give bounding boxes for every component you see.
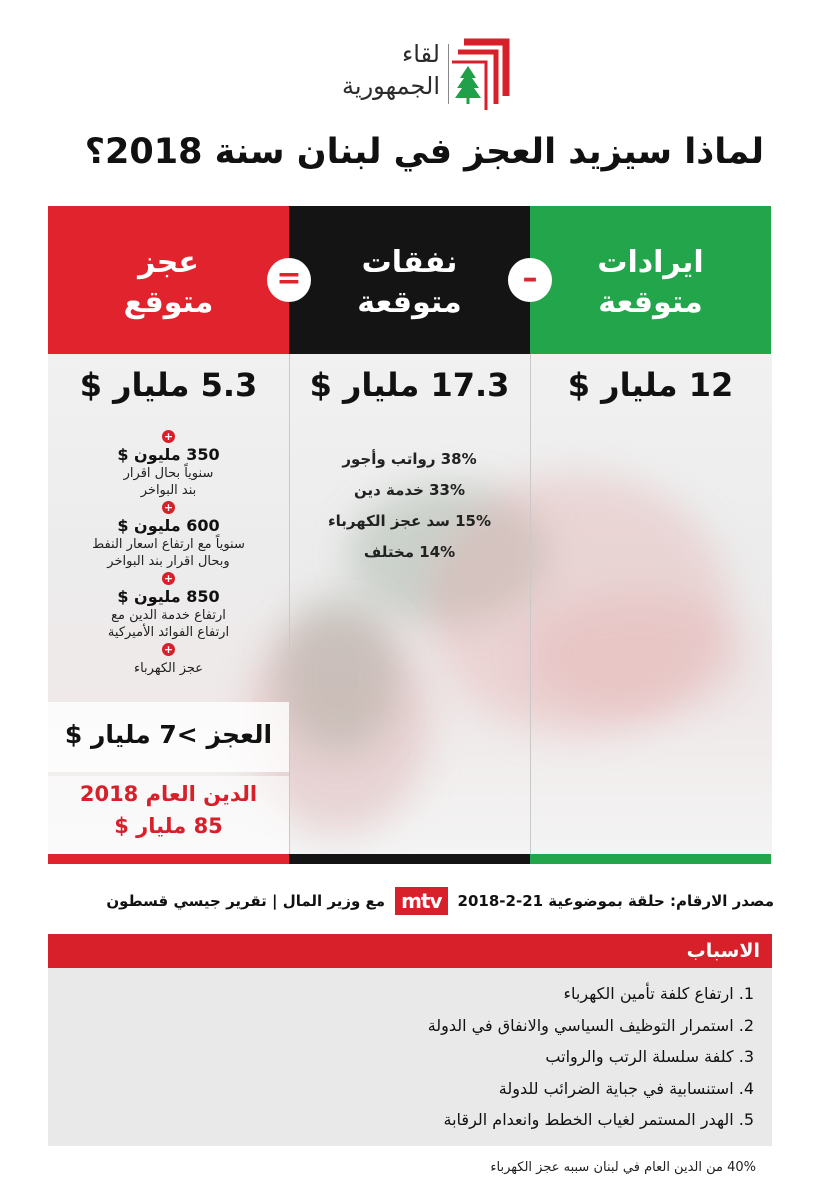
deficit-item-amount: 600 مليون $ bbox=[117, 516, 220, 535]
deficit-item bbox=[48, 572, 289, 641]
expenses-label-line1: نفقات bbox=[361, 245, 458, 280]
plus-icon: + bbox=[163, 501, 174, 514]
source-line bbox=[40, 884, 774, 918]
column-divider bbox=[289, 354, 290, 858]
deficit-item-desc: وبحال اقرار بند البواخر bbox=[107, 554, 230, 569]
plus-icon: + bbox=[163, 643, 174, 656]
revenue-header bbox=[530, 206, 771, 354]
plus-icon: + bbox=[163, 572, 174, 585]
deficit-item bbox=[48, 501, 289, 570]
reason-item: 2. استمرار التوظيف السياسي والانفاق في الدولة bbox=[427, 1015, 754, 1035]
reasons-panel bbox=[48, 934, 772, 1146]
budget-table bbox=[48, 206, 772, 864]
reasons-header bbox=[48, 934, 772, 968]
footnote: 40% من الدين العام في لبنان سببه عجز الكهرباء bbox=[490, 1160, 756, 1175]
column-divider bbox=[530, 354, 531, 858]
deficit-label-line1: عجز bbox=[138, 245, 199, 280]
public-debt-box bbox=[48, 776, 289, 854]
revenue-value: 12 مليار $ bbox=[567, 366, 734, 404]
expenses-header bbox=[289, 206, 530, 354]
deficit-item-amount: 850 مليون $ bbox=[117, 587, 220, 606]
deficit-item-desc: سنوياً مع ارتفاع اسعار النفط bbox=[92, 537, 245, 552]
deficit-item bbox=[48, 643, 289, 677]
expenses-label-line2: متوقعة bbox=[357, 285, 462, 320]
reasons-title: الاسباب bbox=[686, 940, 760, 962]
reason-item: 5. الهدر المستمر لغياب الخطط وانعدام الرقابة bbox=[443, 1110, 754, 1129]
deficit-item bbox=[48, 430, 289, 499]
equals-icon: = bbox=[267, 258, 311, 302]
reason-item: 1. ارتفاع كلفة تأمين الكهرباء bbox=[563, 984, 754, 1003]
plus-icon: + bbox=[163, 430, 174, 443]
reason-item: 4. استنسابية في جباية الضرائب للدولة bbox=[498, 1078, 754, 1098]
logo-divider bbox=[448, 44, 449, 104]
mtv-logo: mtv bbox=[395, 887, 447, 915]
source-text: مصدر الارقام: حلقة بموضوعية 21-2-2018 bbox=[457, 892, 774, 910]
revenue-label-line2: متوقعة bbox=[598, 285, 703, 320]
expense-item: 38% رواتب وأجور bbox=[342, 450, 477, 468]
revenue-label-line1: ايرادات bbox=[597, 245, 704, 280]
cedar-logo-icon bbox=[450, 38, 510, 110]
deficit-item-desc: عجز الكهرباء bbox=[133, 661, 204, 676]
deficit-value: 5.3 مليار $ bbox=[79, 366, 258, 404]
page-title: لماذا سيزيد العجز في لبنان سنة 2018؟ bbox=[84, 132, 764, 172]
deficit-item-desc: بند البواخر bbox=[140, 483, 197, 498]
deficit-item-desc: ارتفاع الفوائد الأميركية bbox=[107, 625, 230, 640]
expense-item: 14% مختلف bbox=[363, 543, 456, 561]
deficit-label-line2: متوقع bbox=[123, 285, 214, 320]
expense-item: 33% خدمة دين bbox=[353, 481, 466, 499]
logo bbox=[300, 38, 540, 112]
expense-item: 15% سد عجز الكهرباء bbox=[327, 512, 492, 530]
reason-item: 3. كلفة سلسلة الرتب والرواتب bbox=[545, 1047, 754, 1066]
deficit-item-desc: سنوياً بحال اقرار bbox=[123, 466, 214, 481]
deficit-total-box bbox=[48, 702, 289, 772]
deficit-breakdown bbox=[48, 430, 289, 679]
deficit-header bbox=[48, 206, 289, 354]
revenue-footer-stripe bbox=[530, 854, 771, 864]
expenses-footer-stripe bbox=[289, 854, 530, 864]
deficit-item-desc: ارتفاع خدمة الدين مع bbox=[111, 608, 226, 623]
expenses-breakdown bbox=[289, 444, 530, 568]
public-debt-label: الدين العام 2018 bbox=[79, 782, 258, 806]
deficit-item-amount: 350 مليون $ bbox=[117, 445, 220, 464]
source-credit: مع وزير المال | تقرير جيسي قسطون bbox=[106, 892, 386, 910]
reasons-list bbox=[64, 978, 754, 1136]
public-debt-value: 85 مليار $ bbox=[114, 814, 223, 838]
deficit-total: العجز >7 مليار $ bbox=[64, 720, 273, 749]
expenses-value: 17.3 مليار $ bbox=[309, 366, 510, 404]
minus-icon: – bbox=[508, 258, 552, 302]
deficit-footer-stripe bbox=[48, 854, 289, 864]
logo-text-line1: لقاء bbox=[401, 40, 440, 68]
logo-text-line2: الجمهورية bbox=[342, 72, 440, 100]
